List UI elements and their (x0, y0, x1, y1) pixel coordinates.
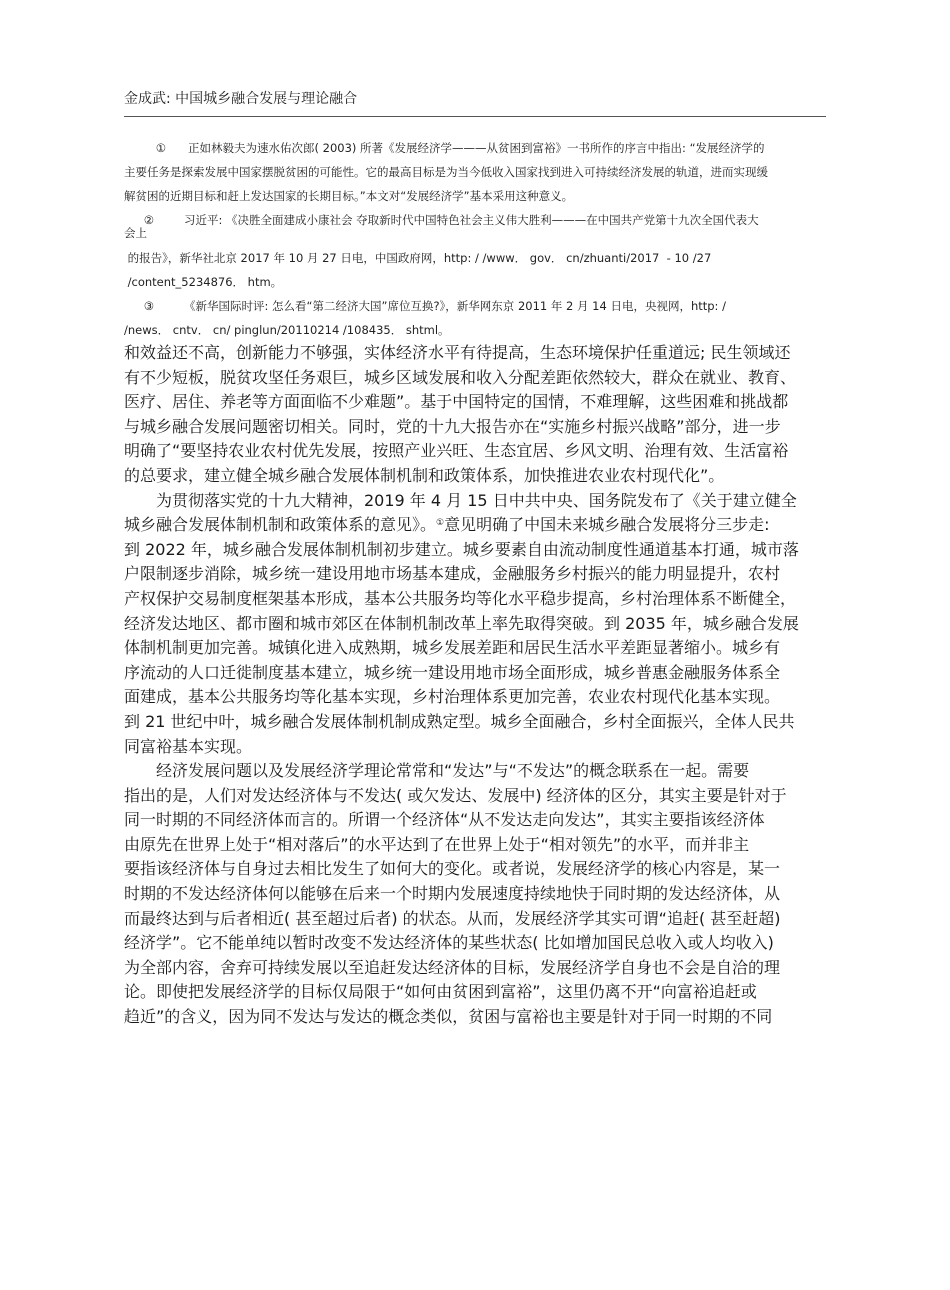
paragraph-3-line: 由原先在世界上处于“相对落后”的水平达到了在世界上处于“相对领先”的水平，而并非主 (124, 834, 750, 854)
header-rule (124, 116, 826, 117)
paragraph-1-line: 明确了“要坚持农业农村优先发展，按照产业兴旺、生态宜居、乡风文明、治理有效、生活富裕 (124, 441, 789, 461)
footnote-ref: ① (436, 518, 445, 529)
paragraph-3-line: 而最终达到与后者相近( 甚至超过后者) 的状态。从而，发展经济学其实可谓“追赶( 甚至赶超) (124, 908, 781, 928)
paragraph-2-line: 同富裕基本实现。 (124, 736, 253, 756)
footnote-1-mark: ① (155, 141, 166, 155)
paragraph-3-line: 经济学”。它不能单纯以暂时改变不发达经济体的某些状态( 比如增加国民总收入或人均收入) (124, 933, 774, 953)
paragraph-2-line: 体制机制更加完善。城镇化进入成熟期，城乡发展差距和居民生活水平差距显著缩小。城乡有 (124, 638, 781, 658)
paragraph-3-line: 趋近”的含义，因为同不发达与发达的概念类似，贫困与富裕也主要是针对于同一时期的不同 (124, 1007, 773, 1027)
paragraph-3-line: 时期的不发达经济体何以能够在后来一个时期内发展速度持续地快于同时期的发达经济体，从 (124, 884, 781, 904)
paragraph-3-line: 要指该经济体与自身过去相比发生了如何大的变化。或者说，发展经济学的核心内容是，某一 (124, 859, 781, 879)
footnote-2-mark: ② (143, 213, 154, 227)
footnote-2-line-1: ② 习近平: 《决胜全面建成小康社会 夺取新时代中国特色社会主义伟大胜利———在中国共产党第十九次全国代表大 (124, 208, 828, 232)
paragraph-1-line: 与城乡融合发展问题密切相关。同时，党的十九大报告亦在“实施乡村振兴战略”部分，进一步 (124, 416, 781, 436)
footnote-3-line-2: /news． cntv． cn/ pinglun/20110214 /108435． shtml。 (124, 323, 450, 337)
body-text (124, 341, 829, 1030)
paragraph-2-line: 经济发达地区、都市圈和城市郊区在体制机制改革上率先取得突破。到 2035 年，城乡融合发展 (124, 613, 799, 633)
footnote-2-line-4: /content_5234876． htm。 (124, 275, 283, 289)
paragraph-1-line: 有不少短板，脱贫攻坚任务艰巨，城乡区域发展和收入分配差距依然较大，群众在就业、教育、 (124, 367, 797, 387)
paragraph-1-line: 和效益还不高，创新能力不够强，实体经济水平有待提高，生态环境保护任重道远; 民生领域还 (124, 343, 791, 362)
footnote-1-line-3: 解贫困的近期目标和赶上发达国家的长期目标。”本文对“发展经济学”基本采用这种意义。 (124, 189, 574, 203)
footnote-3-mark: ③ (143, 299, 154, 313)
footnote-2-line-3: 的报告》，新华社北京 2017 年 10 月 27 日电，中国政府网，http: / /www． gov． cn/zhuanti/2017 - 10 /27 (124, 251, 712, 265)
paragraph-1-line: 医疗、居住、养老等方面面临不少难题”。基于中国特定的国情，不难理解，这些困难和挑战都 (124, 392, 789, 412)
paragraph-3-line: 论。即使把发展经济学的目标仅局限于“如何由贫困到富裕”，这里仍离不开“向富裕追赶或 (124, 982, 757, 1002)
paragraph-2-line: 户限制逐步消除，城乡统一建设用地市场基本建成，金融服务乡村振兴的能力明显提升，农村 (124, 564, 781, 584)
paragraph-2-line: 面建成，基本公共服务均等化基本实现，乡村治理体系更加完善，农业农村现代化基本实现。 (124, 687, 781, 707)
footnote-1-line-2: 主要任务是探索发展中国家摆脱贫困的可能性。它的最高目标是为当今低收入国家找到进入可持续经济发展的轨道，进而实现缓 (124, 165, 768, 179)
footnote-2-line-2: 会上 (124, 226, 147, 240)
paragraph-2-line: 城乡融合发展体制机制和政策体系的意见》。①意见明确了中国未来城乡融合发展将分三步走: (124, 515, 770, 535)
footnote-3-line-1: ③ 《新华国际时评: 怎么看“第二经济大国”席位互换?》，新华网东京 2011 年 2 月 14 日电，央视网，http: / (124, 294, 828, 318)
footnotes (124, 136, 828, 342)
paragraph-2-line: 到 2022 年，城乡融合发展体制机制初步建立。城乡要素自由流动制度性通道基本打通，城市落 (124, 539, 799, 559)
footnote-1-line-1: ① 正如林毅夫为速水佑次郎( 2003) 所著《发展经济学———从贫困到富裕》一书所作的序言中指出: “发展经济学的 (124, 136, 828, 160)
paragraph-3-line: 同一时期的不同经济体而言的。所谓一个经济体“从不发达走向发达”，其实主要指该经济体 (124, 810, 765, 830)
paragraph-2-line: 产权保护交易制度框架基本形成，基本公共服务均等化水平稳步提高，乡村治理体系不断健全， (124, 588, 797, 608)
paragraph-2-line: 序流动的人口迁徙制度基本建立，城乡统一建设用地市场全面形成，城乡普惠金融服务体系全 (124, 662, 781, 682)
paragraph-1-line: 的总要求，建立健全城乡融合发展体制机制和政策体系，加快推进农业农村现代化”。 (124, 465, 725, 485)
paragraph-3-line: 为全部内容，舍弃可持续发展以至追赶发达经济体的目标，发展经济学自身也不会是自洽的理 (124, 957, 781, 977)
paragraph-3-line: 经济发展问题以及发展经济学理论常常和“发达”与“不发达”的概念联系在一起。需要 (156, 761, 750, 781)
running-header: 金成武: 中国城乡融合发展与理论融合 (124, 91, 358, 107)
paragraph-2-line: 为贯彻落实党的十九大精神，2019 年 4 月 15 日中共中央、国务院发布了《关于建立健全 (156, 490, 797, 510)
paragraph-3-line: 指出的是，人们对发达经济体与不发达( 或欠发达、发展中) 经济体的区分，其实主要是针对于 (124, 785, 787, 805)
paragraph-2-line: 到 21 世纪中叶，城乡融合发展体制机制成熟定型。城乡全面融合，乡村全面振兴，全体人民共 (124, 711, 795, 731)
